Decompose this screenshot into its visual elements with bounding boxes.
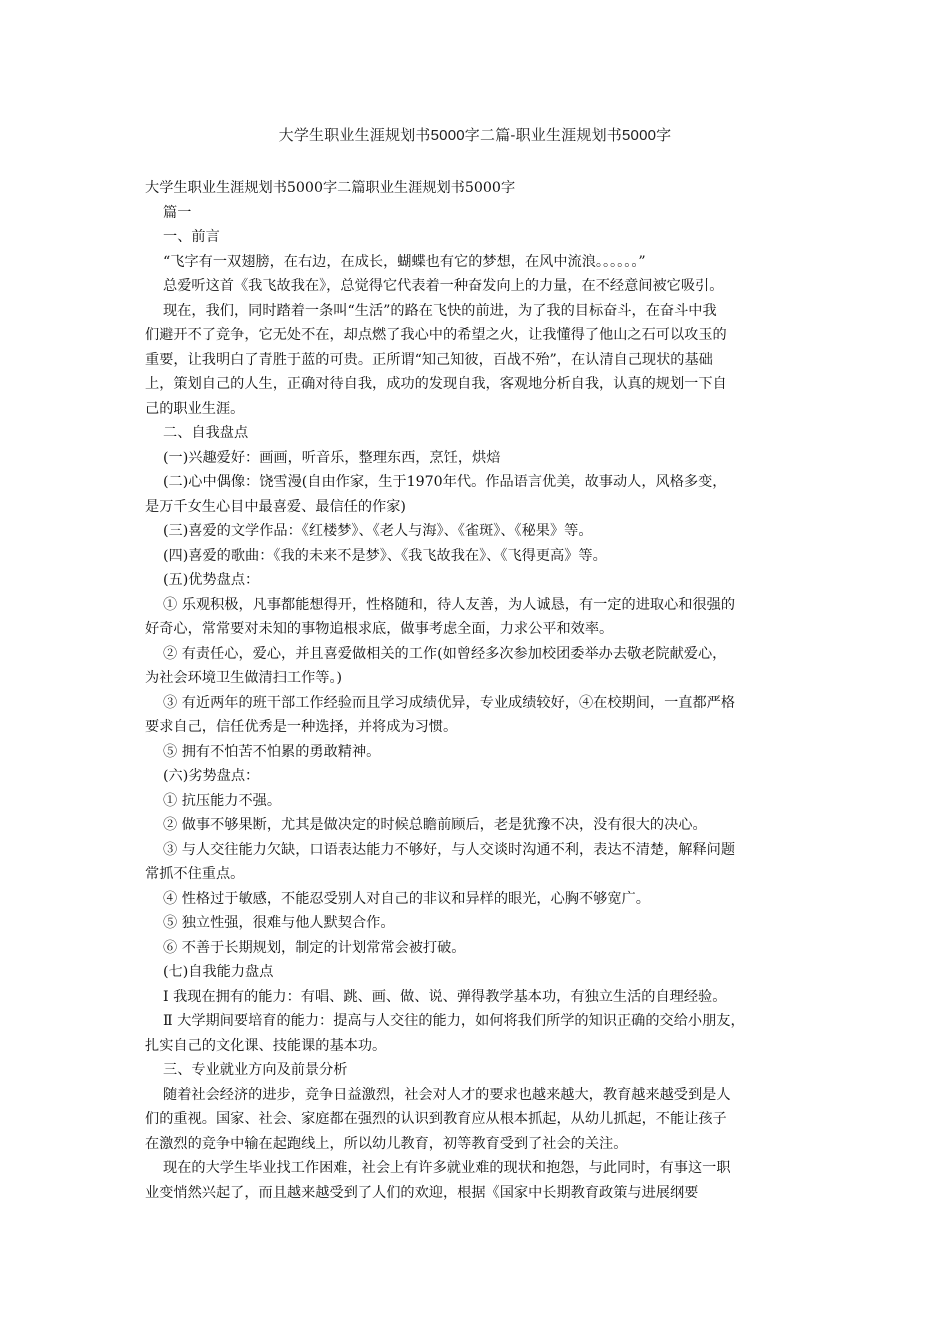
text-line: 篇一 [163, 204, 192, 221]
text-line: ③ 与人交往能力欠缺，口语表达能力不够好，与人交谈时沟通不利，表达不清楚，解释问题 [163, 841, 736, 858]
text-line: 随着社会经济的进步，竞争日益激烈，社会对人才的要求也越来越大，教育越来越受到是人 [163, 1086, 731, 1103]
text-line: 一、前言 [163, 229, 220, 245]
text-line: 们避开不了竞争，它无处不在，却点燃了我心中的希望之火，让我懂得了他山之石可以攻玉的 [145, 327, 727, 343]
document-body [145, 176, 807, 1205]
text-line: ⑥ 不善于长期规划，制定的计划常常会被打破。 [163, 939, 466, 956]
text-line: 上，策划自己的人生，正确对待自我，成功的发现自我，客观地分析自我，认真的规划一下自 [145, 376, 727, 392]
text-line: 要求自己，信任优秀是一种选择，并将成为习惯。 [145, 719, 458, 735]
text-line: 现在的大学生毕业找工作困难，社会上有许多就业难的现状和抱怨，与此同时，有事这一职 [163, 1160, 731, 1176]
text-line: 重要，让我明白了青胜于蓝的可贵。正所谓“知己知彼，百战不殆”，在认清自己现状的基础 [145, 351, 713, 368]
text-line: 总爱听这首《我飞故我在》，总觉得它代表着一种奋发向上的力量，在不经意间被它吸引。 [163, 278, 724, 294]
page-title: 大学生职业生涯规划书5000字二篇-职业生涯规划书5000字 [278, 127, 672, 144]
text-line: (四)喜爱的歌曲：《我的未来不是梦》、《我飞故我在》、《飞得更高》等。 [163, 547, 607, 564]
text-line: ③ 有近两年的班干部工作经验而且学习成绩优异，专业成绩较好，④在校期间，一直都严格 [163, 694, 736, 711]
text-line: 为社会环境卫生做清扫工作等。) [145, 670, 343, 686]
text-line: ⑤ 独立性强，很难与他人默契合作。 [163, 915, 395, 931]
text-line: (七)自我能力盘点 [163, 964, 274, 980]
text-line: (六)劣势盘点： [163, 768, 260, 784]
text-line: (三)喜爱的文学作品：《红楼梦》、《老人与海》、《雀斑》、《秘果》等。 [163, 523, 593, 539]
text-line: ① 乐观积极，凡事都能想得开，性格随和，待人友善，为人诚恳，有一定的进取心和很强的 [163, 596, 736, 613]
text-line: 二、自我盘点 [163, 425, 249, 441]
text-line: 三、专业就业方向及前景分析 [163, 1062, 348, 1078]
text-line: 常抓不住重点。 [145, 866, 245, 882]
text-line: 在激烈的竞争中输在起跑线上，所以幼儿教育，初等教育受到了社会的关注。 [145, 1135, 628, 1152]
text-line: (二)心中偶像：饶雪漫(自由作家，生于1970年代。作品语言优美，故事动人，风格多变， [163, 474, 727, 490]
document-heading: 大学生职业生涯规划书5000字二篇职业生涯规划书5000字 [145, 180, 516, 196]
text-line: ④ 性格过于敏感，不能忍受别人对自己的非议和异样的眼光，心胸不够宽广。 [163, 890, 650, 907]
text-line: 现在，我们，同时踏着一条叫“生活”的路在飞快的前进，为了我的目标奋斗，在奋斗中我 [163, 302, 717, 319]
text-line: 是万千女生心目中最喜爱、最信任的作家) [145, 498, 406, 515]
text-line: 己的职业生涯。 [145, 400, 245, 417]
text-line: 好奇心，常常要对未知的事物追根求底，做事考虑全面，力求公平和效率。 [145, 621, 614, 637]
paragraph-lines [145, 201, 807, 1206]
text-line: ① 抗压能力不强。 [163, 792, 282, 809]
text-line: Ⅰ 我现在拥有的能力：有唱、跳、画、做、说、弹得教学基本功，有独立生活的自理经验。 [163, 988, 727, 1005]
text-line: ② 有责任心，爱心，并且喜爱做相关的工作(如曾经多次参加校团委举办去敬老院献爱心， [163, 645, 727, 662]
text-line: (一)兴趣爱好：画画，听音乐，整理东西，烹饪，烘焙 [163, 449, 501, 466]
text-line: “飞字有一双翅膀，在右边，在成长，蝴蝶也有它的梦想，在风中流浪。。。。。。” [163, 253, 646, 270]
text-line: 们的重视。国家、社会、家庭都在强烈的认识到教育应从根本抓起，从幼儿抓起，不能让孩子 [145, 1111, 727, 1127]
text-line: Ⅱ 大学期间要培育的能力：提高与人交往的能力，如何将我们所学的知识正确的交给小朋友， [163, 1013, 745, 1029]
text-line: ⑤ 拥有不怕苦不怕累的勇敢精神。 [163, 743, 381, 760]
text-line: 扎实自己的文化课、技能课的基本功。 [145, 1037, 387, 1054]
text-line: (五)优势盘点： [163, 572, 260, 588]
text-line: ② 做事不够果断，尤其是做决定的时候总瞻前顾后，老是犹豫不决，没有很大的决心。 [163, 817, 707, 833]
text-line: 业变悄然兴起了，而且越来越受到了人们的欢迎，根据《国家中长期教育政策与进展纲要 [145, 1184, 699, 1201]
